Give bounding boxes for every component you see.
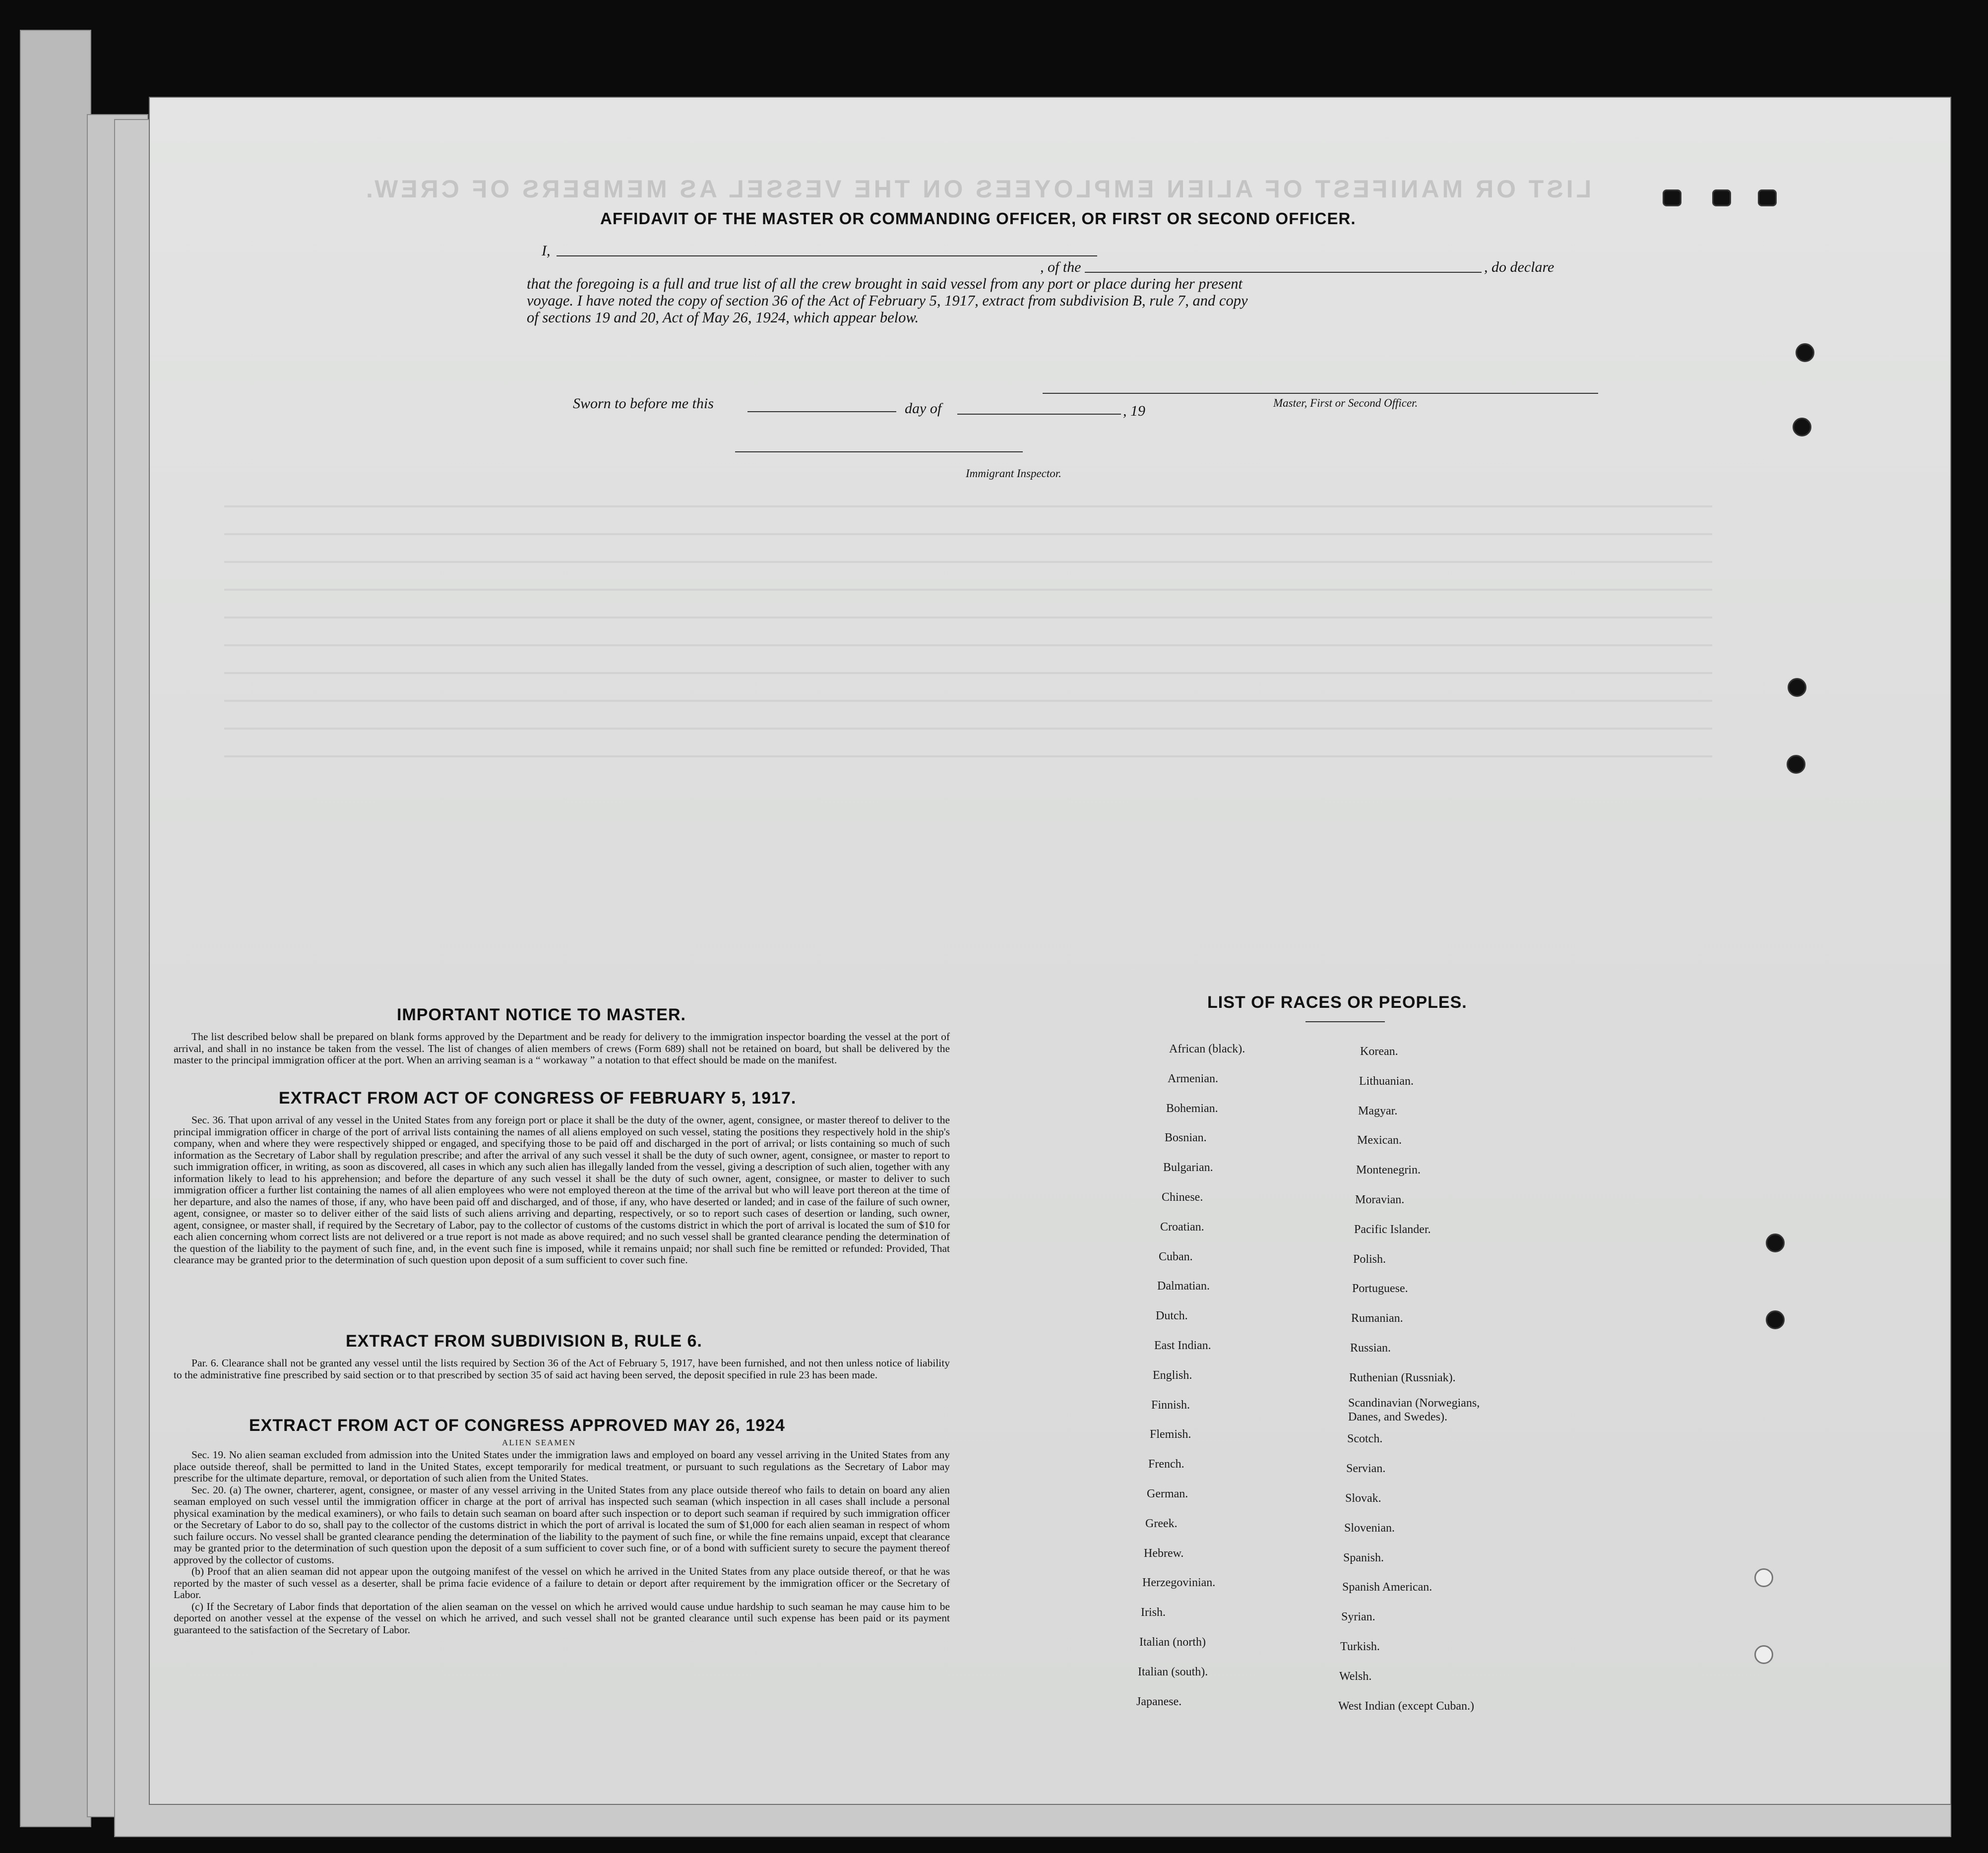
inspector-label: Immigrant Inspector. <box>966 467 1061 480</box>
race-item-left: East Indian. <box>1154 1339 1211 1352</box>
race-item-left: Bulgarian. <box>1163 1161 1213 1174</box>
blank-vessel-line <box>1085 272 1482 273</box>
ghost-rows <box>224 480 1712 777</box>
sec20c-text: (c) If the Secretary of Labor finds that deportation of the alien seaman on the vessel on which he arrived would cause undue hardship to such seaman he may cause him to be deported on another vessel at the expense of the vessel on which he arrived, and such vessel shall not be granted clearance until such expense has been paid or its payment guaranteed to the satisfaction of the Secretary of Labor. <box>174 1600 950 1636</box>
race-item-right: Portuguese. <box>1352 1282 1408 1296</box>
race-item-right: Pacific Islander. <box>1354 1223 1431 1236</box>
binder-hole <box>1712 189 1731 206</box>
sworn-blank-line <box>747 411 896 412</box>
binder-hole <box>1758 189 1777 206</box>
race-item-right: Moravian. <box>1355 1193 1405 1206</box>
race-item-right: Russian. <box>1350 1342 1391 1355</box>
alien-seamen-subtitle: ALIEN SEAMEN <box>502 1438 576 1447</box>
notice-title: IMPORTANT NOTICE TO MASTER. <box>397 1005 686 1024</box>
sworn-day-of: day of <box>905 400 942 417</box>
race-item-left: English. <box>1153 1368 1192 1382</box>
race-item-right: Korean. <box>1360 1045 1398 1058</box>
race-item-right: Turkish. <box>1340 1640 1380 1653</box>
race-item-left: Italian (south). <box>1138 1665 1208 1678</box>
document-page <box>149 97 1951 1805</box>
affidavit-line2: that the foregoing is a full and true list of all the crew brought in said vessel from any port or place during her present <box>527 275 1243 292</box>
binder-hole <box>1788 678 1806 697</box>
binder-hole <box>1766 1310 1785 1329</box>
binder-hole <box>1766 1234 1785 1252</box>
race-item-right: Mexican. <box>1357 1134 1402 1147</box>
binder-hole <box>1663 189 1681 206</box>
master-label: Master, First or Second Officer. <box>1273 397 1418 409</box>
race-item-right: Scandinavian (Norwegians, Danes, and Swedes). <box>1348 1396 1480 1423</box>
race-item-right: Magyar. <box>1358 1104 1398 1117</box>
race-item-right: Welsh. <box>1339 1669 1372 1683</box>
binder-hole <box>1787 755 1805 774</box>
binder-hole <box>1793 418 1811 436</box>
race-item-right: Lithuanian. <box>1359 1074 1414 1088</box>
extract-1924-title: EXTRACT FROM ACT OF CONGRESS APPROVED MAY 26, 1924 <box>249 1416 785 1435</box>
race-item-right: Slovak. <box>1345 1492 1381 1505</box>
race-item-left: Herzegovinian. <box>1142 1576 1216 1590</box>
race-item-left: Greek. <box>1145 1517 1178 1530</box>
affidavit-of-the: , of the <box>1040 259 1081 275</box>
race-item-right: Servian. <box>1346 1462 1386 1476</box>
affidavit-title: AFFIDAVIT OF THE MASTER OR COMMANDING OFFICER, OR FIRST OR SECOND OFFICER. <box>600 209 1356 228</box>
affidavit-do-declare: , do declare <box>1484 259 1554 275</box>
affidavit-line3: voyage. I have noted the copy of section 36 of the Act of February 5, 1917, extract from subdivision B, rule 7, and copy <box>527 292 1248 309</box>
race-item-left: Dutch. <box>1156 1309 1188 1323</box>
race-item-left: Japanese. <box>1136 1695 1182 1708</box>
extract-1917-title: EXTRACT FROM ACT OF CONGRESS OF FEBRUARY 5, 1917. <box>279 1089 797 1108</box>
back-sheet-1 <box>20 30 91 1827</box>
race-item-right: Polish. <box>1353 1252 1386 1266</box>
race-item-left: German. <box>1147 1487 1188 1500</box>
race-item-right: West Indian (except Cuban.) <box>1338 1699 1474 1713</box>
ghost-header: LIST OR MANIFEST OF ALIEN EMPLOYEES ON THE VESSEL AS MEMBERS OF CREW. <box>363 175 1592 203</box>
sworn-month-line <box>957 414 1121 415</box>
notice-body <box>174 1031 950 1066</box>
affidavit-line4: of sections 19 and 20, Act of May 26, 1924, which appear below. <box>527 309 919 326</box>
inspector-signature-line <box>735 451 1023 452</box>
rule6-title: EXTRACT FROM SUBDIVISION B, RULE 6. <box>346 1332 702 1351</box>
race-item-left: Cuban. <box>1159 1250 1193 1263</box>
extract-1924-body <box>174 1449 950 1636</box>
race-item-left: Finnish. <box>1151 1398 1190 1412</box>
sec20a-text: Sec. 20. (a) The owner, charterer, agent, consignee, or master of any vessel arriving in the United States from any place outside thereof who fails to detain on board any alien seaman employed on such vessel until the immigration officer in charge at the port of arrival has inspected such seaman (which inspection in all cases shall include a personal physical examination by the medical examiners), or who fails to detain such seaman on board after such inspection or to deport such seaman if required by such immigration officer or the Secretary of Labor to do so, shall pay to the collector of the customs district in which the port of arrival is located the sum of $1,000 for each alien seaman in respect of whom such failure occurs. No vessel shall be granted clearance pending the determination of the liability to the payment of such fine, or while the fine remains unpaid, except that clearance may be granted prior to the determination of such question upon the deposit of a sum sufficient to cover such fine, or of a bond with sufficient surety to secure the payment thereof approved by the collector of customs. <box>174 1483 950 1566</box>
race-item-left: Chinese. <box>1162 1191 1203 1204</box>
race-item-right: Spanish. <box>1343 1551 1384 1564</box>
race-item-right: Spanish American. <box>1342 1581 1432 1594</box>
race-item-left: Dalmatian. <box>1157 1280 1210 1293</box>
race-item-left: Croatian. <box>1160 1220 1204 1234</box>
race-item-left: Flemish. <box>1150 1428 1191 1441</box>
binder-hole <box>1754 1645 1773 1664</box>
sec19-text: Sec. 19. No alien seaman excluded from admission into the United States under the immigration laws and employed on board any vessel arriving in the United States from any place outside thereof, shall be permitted to land in the United States, except temporarily for medical treatment, or pursuant to such regulations as the Secretary of Labor may prescribe for the ultimate departure, removal, or deportation of such alien from the United States. <box>174 1449 950 1484</box>
race-item-left: French. <box>1148 1458 1184 1471</box>
race-item-left: Italian (north) <box>1139 1636 1206 1649</box>
sworn-year: , 19 <box>1123 403 1145 419</box>
notice-text: The list described below shall be prepared on blank forms approved by the Department and be ready for delivery to the immigration inspector boarding the vessel at the port of arrival, and shall in no instance be taken from the vessel. The list of changes of alien members of crews (Form 689) shall not be retained on board, but shall be delivered by the master to the principal immigration officer at the port. When an arriving seaman is a “ workaway ” a notation to that effect should be made on the manifest. <box>174 1031 950 1066</box>
race-item-right: Syrian. <box>1341 1610 1375 1624</box>
race-item-left: Irish. <box>1141 1606 1166 1619</box>
par6-text: Par. 6. Clearance shall not be granted any vessel until the lists required by Section 36 of the Act of February 5, 1917, have been furnished, and not then unless notice of liability to the administrative fine prescribed by said section or to that prescribed by section 35 of said act having been served, the deposit specified in rule 23 has been made. <box>174 1357 950 1381</box>
race-item-right: Ruthenian (Russniak). <box>1349 1371 1456 1384</box>
sec20b-text: (b) Proof that an alien seaman did not appear upon the outgoing manifest of the vessel on which he arrived in the United States from any place outside thereof, or that he was reported by the master of such vessel as a deserter, shall be prima facie evidence of a failure to detain or deport after requirement by the immigration officer or the Secretary of Labor. <box>174 1565 950 1601</box>
races-title: LIST OF RACES OR PEOPLES. <box>1207 993 1467 1012</box>
race-item-right: Slovenian. <box>1344 1521 1395 1535</box>
race-item-left: Hebrew. <box>1144 1546 1184 1560</box>
extract-1917-body <box>174 1114 950 1266</box>
race-item-left: Bosnian. <box>1165 1131 1207 1145</box>
race-item-left: African (black). <box>1169 1043 1245 1055</box>
race-item-right: Scotch. <box>1347 1432 1383 1446</box>
race-item-left: Armenian. <box>1168 1072 1218 1085</box>
race-item-right: Rumanian. <box>1351 1312 1403 1325</box>
rule6-body <box>174 1358 950 1381</box>
sec36-text: Sec. 36. That upon arrival of any vessel in the United States from any foreign port or place it shall be the duty of the owner, agent, consignee, or master thereof to deliver to the principal immigration officer in charge of the port of arrival lists containing the names of all aliens employed on such vessel, stating the positions they respectively hold in the ship's company, when and where they were respectively shipped or engaged, and specifying those to be paid off and discharged in the port of arrival; or lists containing so much of such information as the Secretary of Labor shall by regulation prescribe; and after the arrival of any such vessel it shall be the duty of such owner, agent, consignee, or master to report to such immigration officer, in writing, as soon as discovered, all cases in which any such alien has illegally landed from the vessel, giving a description of such alien, together with any information likely to lead to his apprehension; and before the departure of any such vessel it shall be the duty of such owner, agent, consignee, or master to deliver to such immigration officer a further list containing the names of all alien employees who were not employed thereon at the time of the arrival but who will leave port thereon at the time of her departure, and also the names of those, if any, who have been paid off and discharged, and of those, if any, who have deserted or landed; and in case of the failure of such owner, agent, consignee, or master so to deliver either of the said lists of such aliens arriving and departing, respectively, or so to report such cases of desertion or landing, such owner, agent, consignee, or master shall, if required by the Secretary of Labor, pay to the collector of customs of the customs district in which the port of arrival is located the sum of $10 for each alien concerning whom correct lists are not delivered or a true report is not made as above required; and no such vessel shall be granted clearance pending the determination of the question of the liability to the payment of such fine, and, in the event such fine is imposed, while it remains unpaid; nor shall such fine be remitted or refunded: Provided, That clearance may be granted prior to the determination of such question upon deposit of a sum sufficient to cover such fine. <box>174 1114 950 1266</box>
affidavit-i: I, <box>542 243 551 259</box>
binder-hole <box>1754 1568 1773 1587</box>
sworn-text: Sworn to before me this <box>573 395 714 412</box>
race-item-left: Bohemian. <box>1166 1102 1218 1115</box>
binder-hole <box>1796 343 1814 362</box>
blank-name-line <box>557 255 1097 256</box>
race-item-right: Montenegrin. <box>1356 1164 1421 1177</box>
races-title-rule <box>1305 1021 1385 1022</box>
master-signature-line <box>1043 393 1598 394</box>
